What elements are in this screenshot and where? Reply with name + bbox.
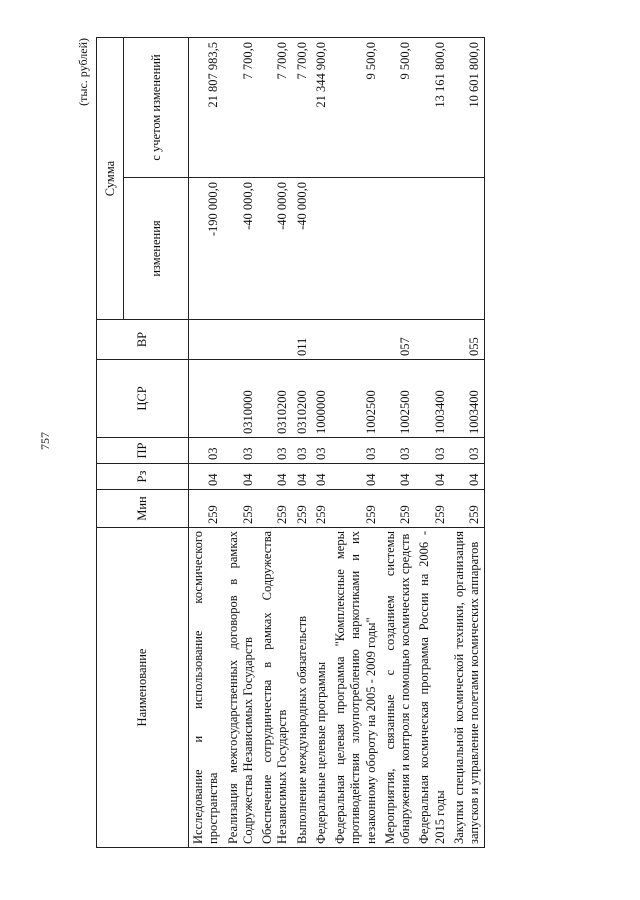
row-vr bbox=[415, 320, 450, 360]
row-change bbox=[381, 178, 416, 320]
row-pr: 03 bbox=[415, 438, 450, 464]
row-rz: 04 bbox=[224, 464, 259, 490]
row-total: 13 161 800,0 bbox=[415, 38, 450, 178]
row-min: 259 bbox=[381, 490, 416, 528]
row-vr: 055 bbox=[450, 320, 485, 360]
header-name: Наименование bbox=[97, 528, 189, 848]
header-with-change: с учетом изменений bbox=[124, 38, 189, 178]
row-change: -40 000,0 bbox=[224, 178, 259, 320]
row-pr: 03 bbox=[381, 438, 416, 464]
row-vr bbox=[224, 320, 259, 360]
row-name: Исследование и использование космического пространства bbox=[189, 528, 224, 848]
row-name: Закупки специальной космической техники, организация запусков и управление полетами космических аппаратов bbox=[450, 528, 485, 848]
row-vr: 057 bbox=[381, 320, 416, 360]
row-name: Обеспечение сотрудничества в рамках Содружества Независимых Государств bbox=[258, 528, 293, 848]
header-pr: ПР bbox=[97, 438, 189, 464]
row-vr bbox=[189, 320, 224, 360]
row-csr: 1002500 bbox=[381, 360, 416, 438]
row-csr: 0310000 bbox=[224, 360, 259, 438]
row-rz: 04 bbox=[312, 464, 331, 490]
table-row bbox=[381, 38, 416, 848]
row-rz: 04 bbox=[415, 464, 450, 490]
row-total: 9 500,0 bbox=[381, 38, 416, 178]
row-total: 10 601 800,0 bbox=[450, 38, 485, 178]
row-min: 259 bbox=[415, 490, 450, 528]
row-min: 259 bbox=[312, 490, 331, 528]
row-change bbox=[450, 178, 485, 320]
row-csr: 1002500 bbox=[331, 360, 381, 438]
row-min: 259 bbox=[224, 490, 259, 528]
row-total: 21 344 900,0 bbox=[312, 38, 331, 178]
row-pr: 03 bbox=[293, 438, 312, 464]
header-rz: Рз bbox=[97, 464, 189, 490]
row-csr: 1000000 bbox=[312, 360, 331, 438]
header-min: Мин bbox=[97, 490, 189, 528]
table-row bbox=[331, 38, 381, 848]
table-row bbox=[293, 38, 312, 848]
row-name: Мероприятия, связанные с созданием системы обнаружения и контроля с помощью космических средств bbox=[381, 528, 416, 848]
row-pr: 03 bbox=[224, 438, 259, 464]
rotated-table-area bbox=[76, 38, 561, 848]
budget-table bbox=[96, 37, 485, 848]
row-change bbox=[415, 178, 450, 320]
row-name: Выполнение международных обязательств bbox=[293, 528, 312, 848]
page-number: 757 bbox=[38, 432, 52, 450]
row-total: 7 700,0 bbox=[258, 38, 293, 178]
row-pr: 03 bbox=[450, 438, 485, 464]
row-min: 259 bbox=[293, 490, 312, 528]
row-rz: 04 bbox=[293, 464, 312, 490]
row-name: Федеральные целевые программы bbox=[312, 528, 331, 848]
row-vr bbox=[331, 320, 381, 360]
row-total: 7 700,0 bbox=[293, 38, 312, 178]
row-min: 259 bbox=[258, 490, 293, 528]
row-pr: 03 bbox=[312, 438, 331, 464]
table-row bbox=[258, 38, 293, 848]
table-row bbox=[224, 38, 259, 848]
row-vr: 011 bbox=[293, 320, 312, 360]
header-sum: Сумма bbox=[97, 38, 124, 320]
row-change: -40 000,0 bbox=[293, 178, 312, 320]
row-min: 259 bbox=[450, 490, 485, 528]
row-pr: 03 bbox=[258, 438, 293, 464]
row-total: 21 807 983,5 bbox=[189, 38, 224, 178]
row-name: Реализация межгосударственных договоров в рамках Содружества Независимых Государств bbox=[224, 528, 259, 848]
row-change: -40 000,0 bbox=[258, 178, 293, 320]
table-row bbox=[450, 38, 485, 848]
row-min: 259 bbox=[189, 490, 224, 528]
units-label: (тыс. рублей) bbox=[76, 38, 90, 106]
row-rz: 04 bbox=[258, 464, 293, 490]
row-csr: 1003400 bbox=[450, 360, 485, 438]
table-row bbox=[312, 38, 331, 848]
row-csr bbox=[189, 360, 224, 438]
row-change: -190 000,0 bbox=[189, 178, 224, 320]
table-row bbox=[189, 38, 224, 848]
row-total: 9 500,0 bbox=[331, 38, 381, 178]
table-row bbox=[415, 38, 450, 848]
row-rz: 04 bbox=[189, 464, 224, 490]
header-change: изменения bbox=[124, 178, 189, 320]
row-csr: 0310200 bbox=[293, 360, 312, 438]
row-name: Федеральная целевая программа "Комплексные меры противодействия злоупотреблению наркотиками и их незаконному обороту на 2005 - 2009 годы" bbox=[331, 528, 381, 848]
row-change bbox=[312, 178, 331, 320]
row-pr: 03 bbox=[189, 438, 224, 464]
row-total: 7 700,0 bbox=[224, 38, 259, 178]
row-csr: 0310200 bbox=[258, 360, 293, 438]
row-min: 259 bbox=[331, 490, 381, 528]
row-csr: 1003400 bbox=[415, 360, 450, 438]
row-change bbox=[331, 178, 381, 320]
row-pr: 03 bbox=[331, 438, 381, 464]
row-vr bbox=[312, 320, 331, 360]
header-csr: ЦСР bbox=[97, 360, 189, 438]
row-rz: 04 bbox=[450, 464, 485, 490]
row-rz: 04 bbox=[331, 464, 381, 490]
row-name: Федеральная космическая программа России на 2006 - 2015 годы bbox=[415, 528, 450, 848]
row-rz: 04 bbox=[381, 464, 416, 490]
header-vr: ВР bbox=[97, 320, 189, 360]
row-vr bbox=[258, 320, 293, 360]
